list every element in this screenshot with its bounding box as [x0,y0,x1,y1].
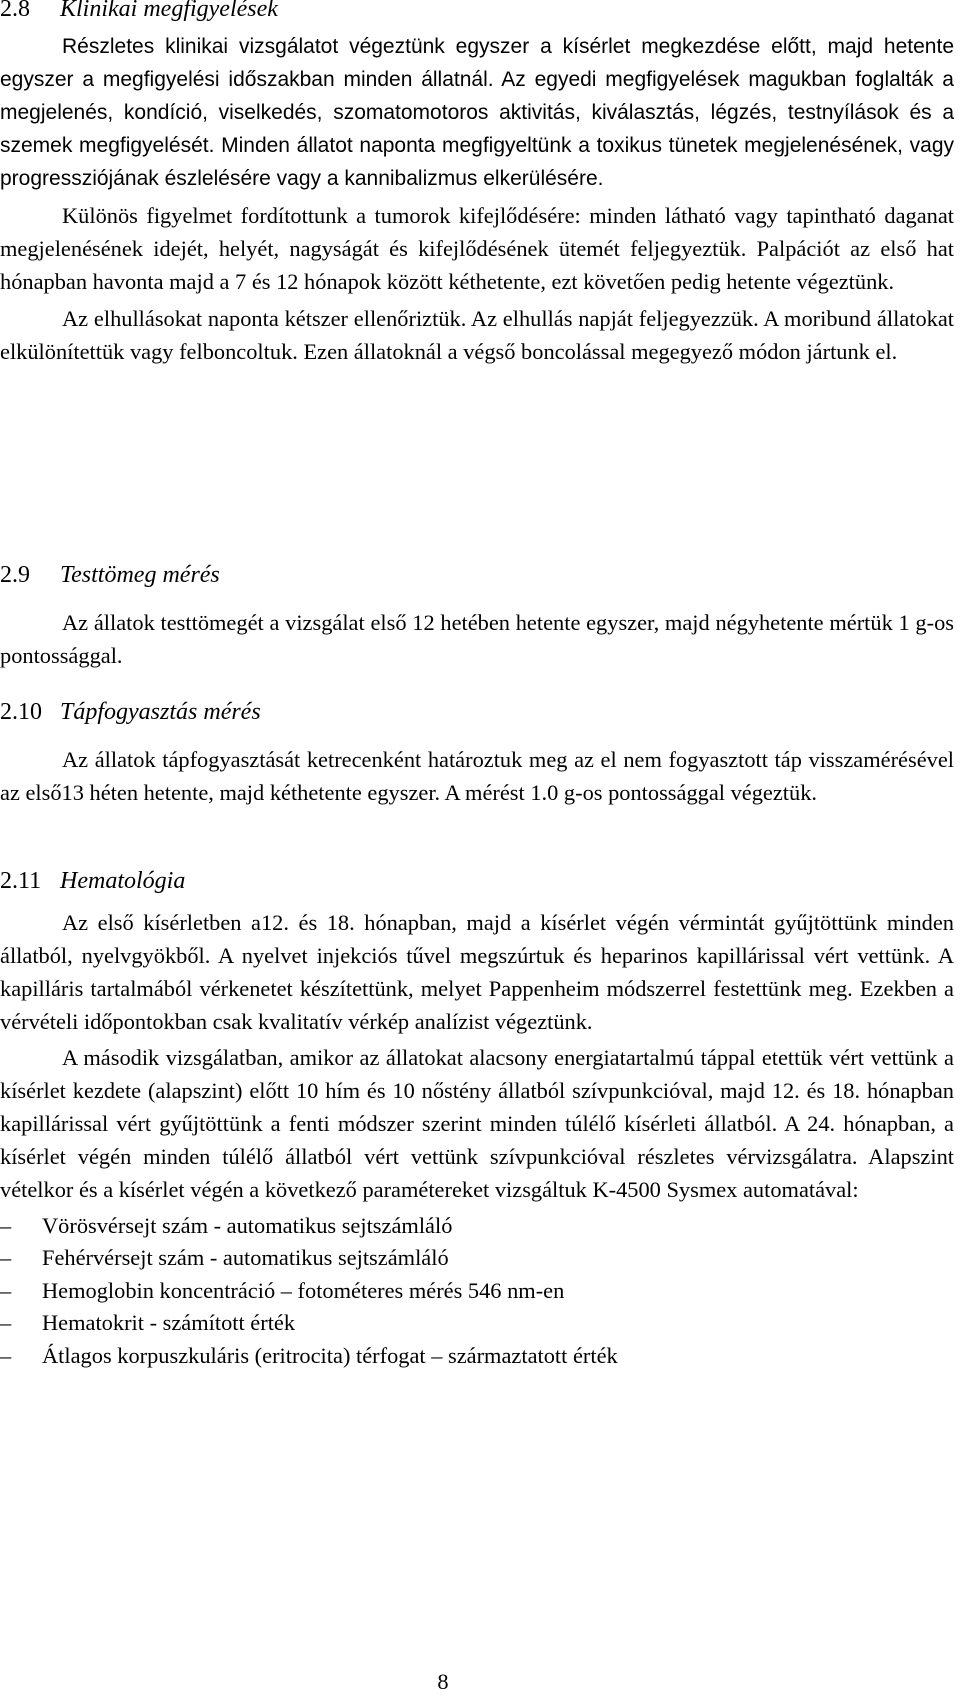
section-heading [0,560,954,590]
section-number: 2.8 [0,0,30,22]
paragraph: Az állatok testtömegét a vizsgálat első 12 hetében hetente egyszer, majd négyhetente mértük 1 g-os pontossággal. [0,610,954,668]
section-hematologia [0,866,954,1372]
section-tapfogyasztas-meres [0,697,954,809]
list-item [0,1210,954,1242]
list-dash: – [0,1213,12,1238]
section-title: Klinikai megfigyelések [60,0,278,22]
paragraph: A második vizsgálatban, amikor az állatokat alacsony energiatartalmú táppal etettük vért vettünk a kísérlet kezdete (alapszint) előtt 10 hím és 10 nőstény állatból szívpunkcióval, majd 12. és 18. hónapban kapillárissal vért gyűjtöttünk a fenti módszer szerint minden túlélő kísérleti állatból. A 24. hónapban, a kísérlet végén minden túlélő állatból vért vettünk szívpunkcióval részletes vérvizsgálatra. Alapszint vételkor és a kísérlet végén a következő paramétereket vizsgáltuk K-4500 Sysmex automatával: [0,1045,954,1202]
list-dash: – [0,1245,12,1271]
list-item [0,1340,954,1372]
list-item-text: Vörösvérsejt szám - automatikus sejtszámláló [42,1213,453,1238]
list-item [0,1307,954,1339]
section-title: Tápfogyasztás mérés [60,699,261,725]
section-heading [0,697,954,727]
list-dash: – [0,1342,12,1368]
section-title: Testtömeg mérés [60,562,220,588]
list-dash: – [0,1277,12,1303]
paragraph: Az elhullásokat naponta kétszer ellenőriztük. Az elhullás napját feljegyezzük. A moribund állatokat elkülönítettük vagy felboncoltuk. Ezen állatoknál a végső boncolással megegyező módon jártunk el. [0,306,954,364]
section-klinikai-megfigyelesek [0,0,954,368]
section-heading [0,0,954,24]
section-number: 2.11 [0,868,42,894]
list-item-text: Fehérvérsejt szám - automatikus sejtszámláló [42,1245,449,1271]
list-item [0,1242,954,1274]
section-testtomeg-meres [0,560,954,672]
paragraph: Különös figyelmet fordítottunk a tumorok kifejlődésére: minden látható vagy tapintható daganat megjelenésének idejét, helyét, nagyságát és kifejlődésének ütemét feljegyeztük. Palpációt az első hat hónapban havonta majd a 7 és 12 hónapok között kéthetente, ezt követően pedig hetente végeztünk. [0,203,954,294]
page-number: 8 [437,1669,449,1694]
list-item-text: Hematokrit - számított érték [42,1310,296,1336]
section-title: Hematológia [60,868,186,894]
section-number: 2.10 [0,699,42,725]
section-number: 2.9 [0,562,30,588]
paragraph: Részletes klinikai vizsgálatot végeztünk egyszer a kísérlet megkezdése előtt, majd hetente egyszer a megfigyelési időszakban minden állatnál. Az egyedi megfigyelések magukban foglalták a megjelenés, kondíció, viselkedés, szomatomotoros aktivitás, kiválasztás, légzés, testnyílások és a szemek megfigyelését. Minden állatot naponta megfigyeltünk a toxikus tünetek megjelenésének, vagy progressziójának észlelésére vagy a kannibalizmus elkerülésére. [0,35,954,190]
parameter-list [0,1210,954,1372]
paragraph: Az első kísérletben a12. és 18. hónapban, majd a kísérlet végén vérmintát gyűjtöttünk minden állatból, nyelvgyökből. A nyelvet injekciós tűvel megszúrtuk és heparinos kapillárissal vért vettünk. A kapilláris tartalmából vérkenetet készítettünk, melyet Pappenheim módszerrel festettünk meg. Ezekben a vérvételi időpontokban csak kvalitatív vérkép analízist végeztünk. [0,910,954,1034]
list-item [0,1275,954,1307]
paragraph: Az állatok tápfogyasztását ketrecenként határoztuk meg az el nem fogyasztott táp visszamérésével az első13 héten hetente, majd kéthetente egyszer. A mérést 1.0 g-os pontossággal végeztük. [0,747,954,805]
list-dash: – [0,1310,12,1336]
list-item-text: Hemoglobin koncentráció – fotométeres mérés 546 nm-en [42,1277,565,1303]
list-item-text: Átlagos korpuszkuláris (eritrocita) térfogat – származtatott érték [42,1342,618,1368]
section-heading [0,866,954,896]
